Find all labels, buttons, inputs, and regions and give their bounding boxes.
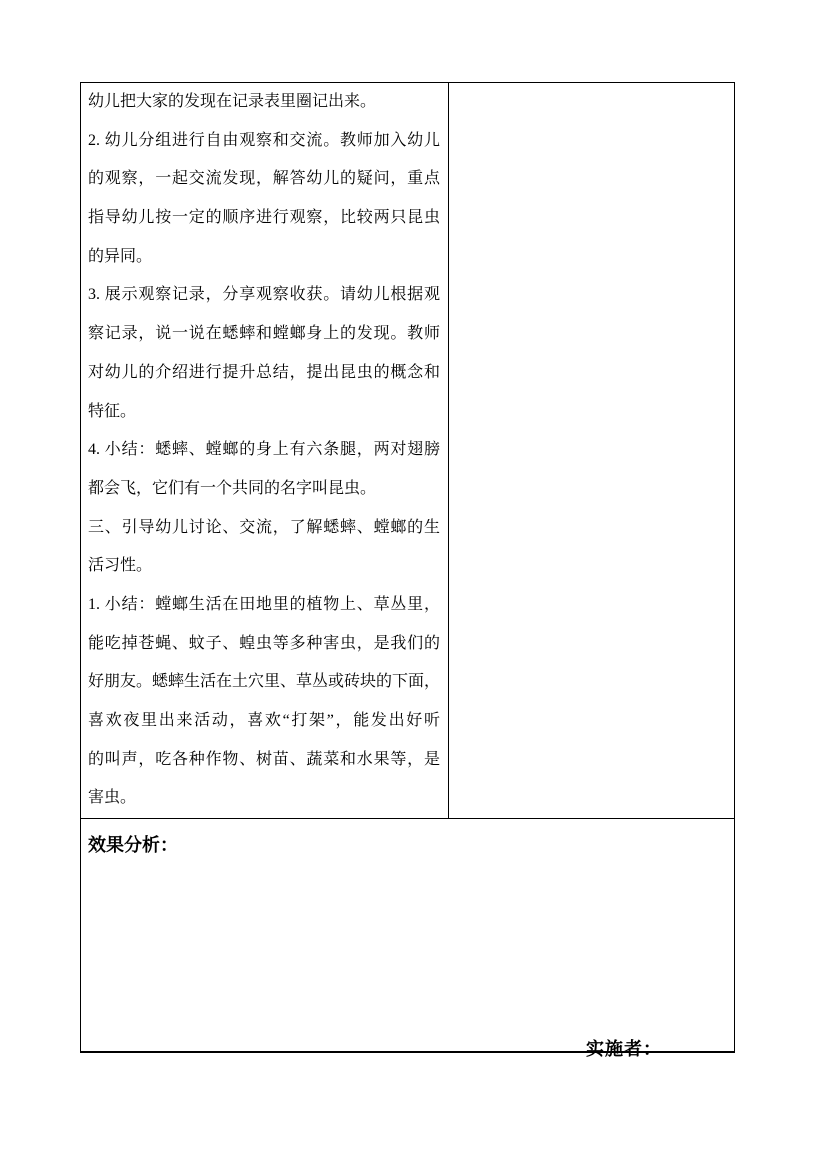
effect-analysis-label: 效果分析：	[88, 835, 178, 855]
text-line: 的观察，一起交流发现，解答幼儿的疑问，重点	[88, 170, 440, 188]
text-line: 特征。	[88, 402, 137, 420]
text-line: 1. 小结：螳螂生活在田地里的植物上、草丛里，	[88, 595, 440, 613]
lesson-plan-table	[80, 82, 735, 1059]
text-line: 好朋友。蟋蟀生活在土穴里、草丛或砖块的下面，	[88, 673, 441, 691]
text-line: 4. 小结：蟋蟀、螳螂的身上有六条腿，两对翅膀	[88, 441, 440, 459]
text-line: 幼儿把大家的发现在记录表里圈记出来。	[88, 93, 377, 110]
text-line: 的叫声，吃各种作物、树苗、蔬菜和水果等，是	[88, 750, 440, 768]
text-line: 活习性。	[88, 557, 153, 575]
text-line: 3. 展示观察记录，分享观察收获。请幼儿根据观	[88, 286, 440, 304]
notes-empty-cell	[449, 83, 734, 818]
text-line: 的异同。	[88, 247, 153, 265]
activity-text-cell	[81, 83, 449, 818]
text-line: 对幼儿的介绍进行提升总结，提出昆虫的概念和	[88, 363, 440, 381]
text-line: 察记录，说一说在蟋蟀和螳螂身上的发现。教师	[88, 325, 440, 343]
text-line: 能吃掉苍蝇、蚊子、蝗虫等多种害虫，是我们的	[88, 634, 440, 652]
implementer-label: 实施者：	[586, 1039, 662, 1059]
text-line: 2. 幼儿分组进行自由观察和交流。教师加入幼儿	[88, 131, 440, 149]
text-line: 指导幼儿按一定的顺序进行观察，比较两只昆虫	[88, 209, 440, 227]
text-line: 害虫。	[88, 789, 137, 807]
analysis-row	[81, 833, 734, 1065]
text-line: 喜欢夜里出来活动，喜欢“打架”，能发出好听	[88, 712, 440, 729]
activity-row	[81, 83, 734, 819]
text-line: 三、引导幼儿讨论、交流，了解蟋蟀、螳螂的生	[88, 518, 440, 536]
text-line: 都会飞，它们有一个共同的名字叫昆虫。	[88, 479, 377, 497]
